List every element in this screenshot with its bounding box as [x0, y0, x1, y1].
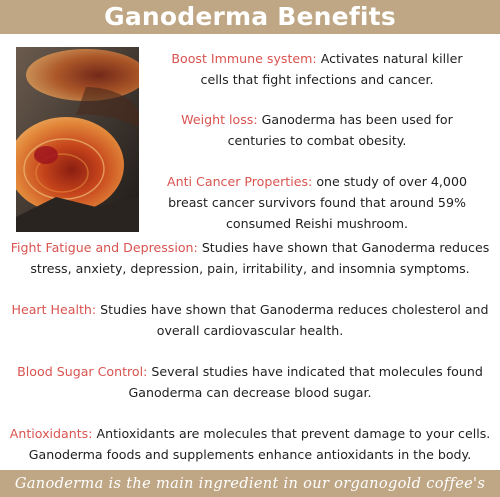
- benefit-heart: [0, 299, 500, 341]
- benefit-fatigue: [0, 237, 500, 279]
- benefit-blood-sugar-line-1: [0, 361, 500, 382]
- benefit-antioxidants-line-1: [0, 423, 500, 444]
- benefit-immune-text-2: cells that fight infections and cancer.: [200, 72, 434, 87]
- benefit-antioxidants-text-1: Antioxidants are molecules that prevent damage to your cells.: [96, 426, 491, 441]
- benefit-heart-line-1: [0, 299, 500, 320]
- benefit-weight-loss-text-2: centuries to combat obesity.: [227, 133, 407, 148]
- benefit-immune-text-1: Activates natural killer: [320, 51, 463, 66]
- benefit-fatigue-line-1: [0, 237, 500, 258]
- page-title: Ganoderma Benefits: [0, 0, 500, 34]
- benefit-blood-sugar-text-1: Several studies have indicated that molecules found: [151, 364, 483, 379]
- benefit-immune-line-1: [147, 48, 487, 69]
- benefit-fatigue-text-1: Studies have shown that Ganoderma reduces: [201, 240, 490, 255]
- benefit-fatigue-label: Fight Fatigue and Depression:: [10, 240, 198, 255]
- reishi-mushroom-photo: [16, 47, 139, 232]
- benefit-blood-sugar: [0, 361, 500, 403]
- benefit-weight-loss-label: Weight loss:: [181, 112, 258, 127]
- benefit-weight-loss: [147, 109, 487, 151]
- benefit-blood-sugar-text-2: Ganoderma can decrease blood sugar.: [128, 385, 372, 400]
- benefit-anti-cancer-line-1: [147, 171, 487, 192]
- benefit-antioxidants-label: Antioxidants:: [9, 426, 93, 441]
- benefit-anti-cancer-text-3: consumed Reishi mushroom.: [225, 216, 409, 231]
- benefit-immune-label: Boost Immune system:: [171, 51, 317, 66]
- benefit-antioxidants: [0, 423, 500, 465]
- footer-banner: Ganoderma is the main ingredient in our organogold coffee's: [0, 470, 500, 497]
- benefit-anti-cancer-label: Anti Cancer Properties:: [167, 174, 313, 189]
- benefit-anti-cancer: [147, 171, 487, 234]
- benefit-anti-cancer-text-1: one study of over 4,000: [316, 174, 467, 189]
- benefit-blood-sugar-label: Blood Sugar Control:: [17, 364, 148, 379]
- benefit-fatigue-text-2: stress, anxiety, depression, pain, irritability, and insomnia symptoms.: [30, 261, 470, 276]
- benefit-anti-cancer-text-2: breast cancer survivors found that around 59%: [168, 195, 466, 210]
- benefit-immune: [147, 48, 487, 90]
- benefit-weight-loss-text-1: Ganoderma has been used for: [261, 112, 453, 127]
- benefit-weight-loss-line-1: [147, 109, 487, 130]
- benefit-heart-text-1: Studies have shown that Ganoderma reduces cholesterol and: [100, 302, 489, 317]
- benefit-heart-text-2: overall cardiovascular health.: [156, 323, 344, 338]
- benefit-antioxidants-text-2: Ganoderma foods and supplements enhance antioxidants in the body.: [28, 447, 472, 462]
- benefit-heart-label: Heart Health:: [11, 302, 97, 317]
